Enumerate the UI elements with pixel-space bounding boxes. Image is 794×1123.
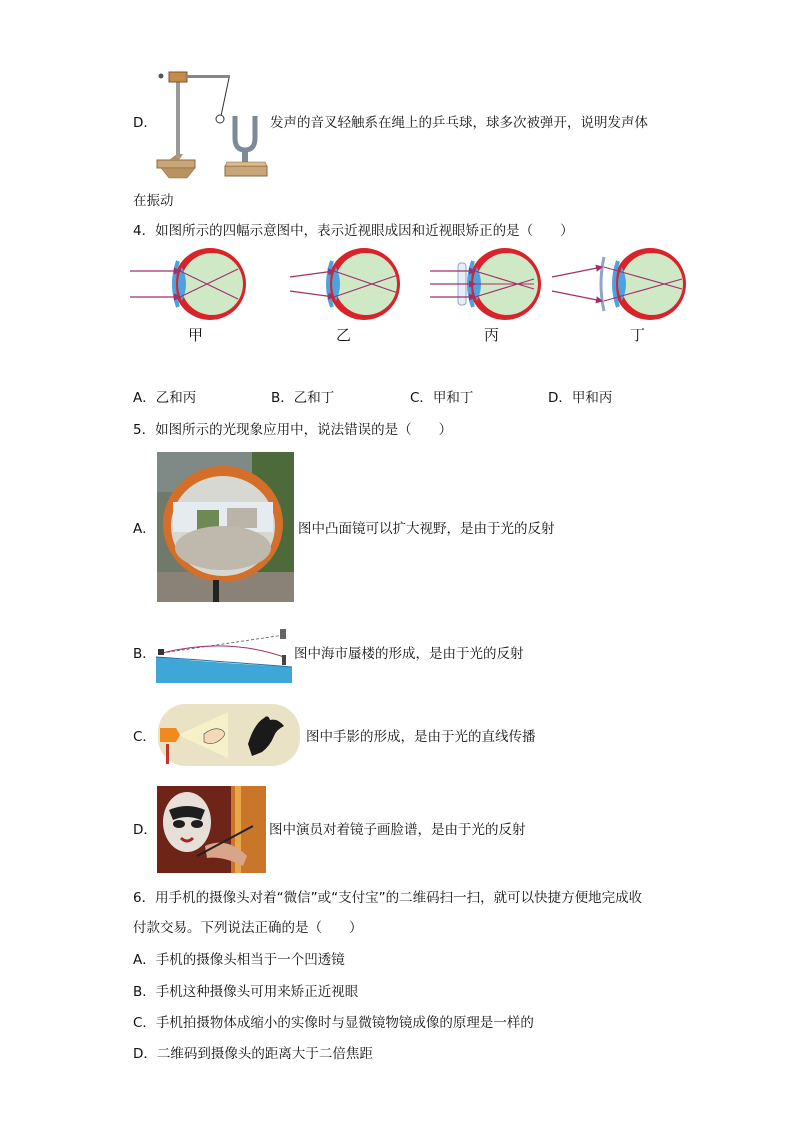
q4-eye-diagrams-figure (130, 247, 690, 347)
q4-stem: 4．如图所示的四幅示意图中，表示近视眼成因和近视眼矫正的是（ ） (133, 223, 574, 239)
q4-fig-label-jia: 甲 (188, 326, 204, 344)
q6-stem-line2: 付款交易。下列说法正确的是（ ） (133, 920, 363, 936)
q4-option-b: B．乙和丁 (271, 390, 335, 406)
q5-option-a-text: 图中凸面镜可以扩大视野，是由于光的反射 (298, 521, 555, 537)
q5-option-c-text: 图中手影的形成，是由于光的直线传播 (306, 729, 536, 745)
q4-fig-label-bing: 丙 (484, 326, 500, 344)
q5-option-b-label: B． (133, 646, 156, 662)
q6-option-d: D．二维码到摄像头的距离大于二倍焦距 (133, 1046, 373, 1062)
q5-option-d-label: D． (133, 822, 157, 838)
q3-option-d-label: D. (133, 115, 148, 131)
q5-option-d-text: 图中演员对着镜子画脸谱，是由于光的反射 (269, 822, 526, 838)
q5-stem: 5．如图所示的光现象应用中，说法错误的是（ ） (133, 422, 453, 438)
eye-diagram-bing (430, 248, 541, 320)
mirage-diagram (156, 627, 292, 683)
opera-face-painting-photo (157, 786, 266, 873)
q6-stem-line1: 6．用手机的摄像头对着“微信”或“支付宝”的二维码扫一扫，就可以快捷方便地完成收 (133, 890, 643, 906)
q3-option-d-continuation: 在振动 (133, 193, 174, 209)
q4-option-d: D．甲和丙 (548, 390, 613, 406)
q3-option-d-text: 发声的音叉轻触系在绳上的乒乓球，球多次被弹开，说明发声体 (270, 115, 648, 131)
q4-option-a: A．乙和丙 (133, 390, 197, 406)
q6-option-a: A．手机的摄像头相当于一个凹透镜 (133, 952, 345, 968)
eye-diagram-yi (290, 248, 400, 320)
q6-option-c: C．手机拍摄物体成缩小的实像时与显微镜物镜成像的原理是一样的 (133, 1015, 534, 1031)
q6-option-b: B．手机这种摄像头可用来矫正近视眼 (133, 984, 359, 1000)
q5-option-a-label: A． (133, 521, 156, 537)
q4-fig-label-ding: 丁 (630, 326, 646, 344)
hand-shadow-picture (158, 704, 300, 766)
q4-option-c: C．甲和丁 (410, 390, 474, 406)
q4-fig-label-yi: 乙 (336, 326, 352, 344)
tuning-fork-apparatus-figure (155, 68, 270, 180)
q5-option-b-text: 图中海市蜃楼的形成，是由于光的反射 (294, 646, 524, 662)
eye-diagram-jia (130, 248, 246, 320)
convex-mirror-photo (157, 452, 294, 602)
eye-diagram-ding (552, 248, 686, 320)
q5-option-c-label: C． (133, 729, 156, 745)
